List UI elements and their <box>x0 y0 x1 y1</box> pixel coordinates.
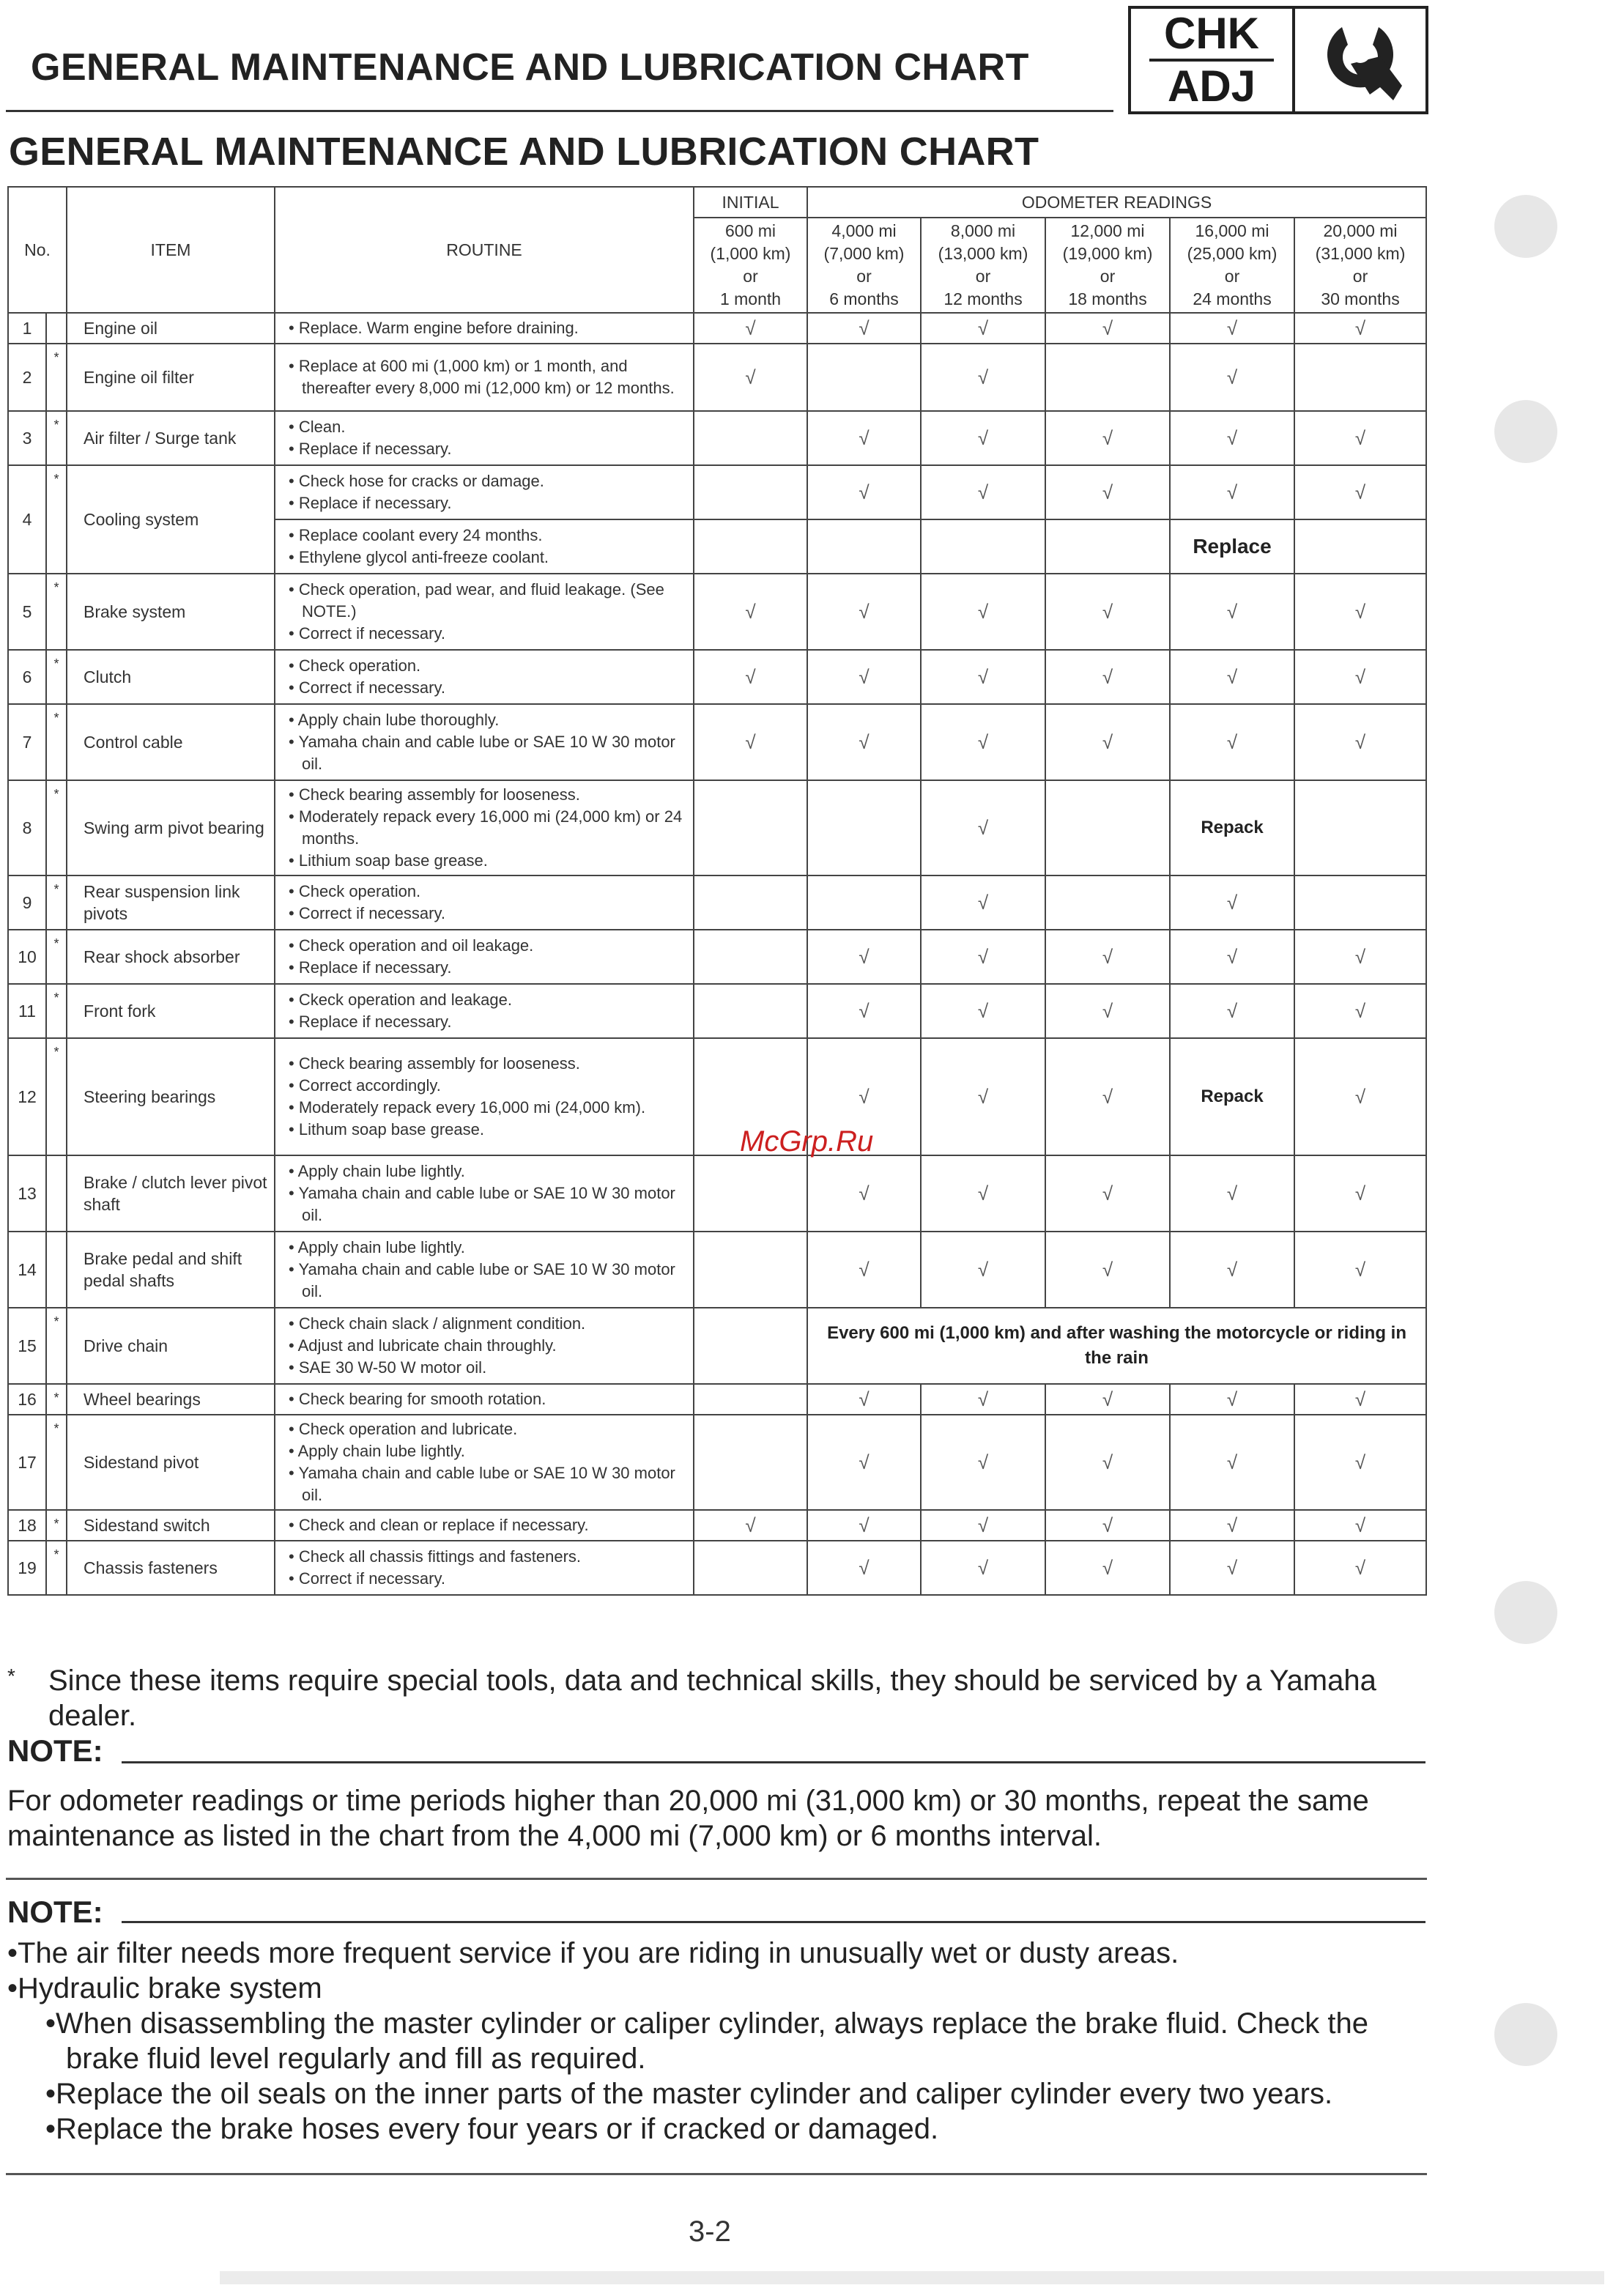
table-row <box>8 1415 1426 1510</box>
check-cell <box>694 930 807 984</box>
check-cell <box>694 984 807 1038</box>
check-cell: √ <box>1170 704 1294 780</box>
row-number: 3 <box>8 411 46 465</box>
check-cell: √ <box>921 1155 1045 1232</box>
routine: • Replace. Warm engine before draining. <box>275 313 694 344</box>
row-number: 12 <box>8 1038 46 1155</box>
interval-header: 16,000 mi (25,000 km) or 24 months <box>1170 218 1294 313</box>
routine: • Check operation. • Correct if necessary. <box>275 650 694 704</box>
check-cell: √ <box>921 875 1045 930</box>
check-cell: √ <box>921 1415 1045 1510</box>
check-cell: √ <box>694 704 807 780</box>
check-cell <box>1045 875 1170 930</box>
item-name: Brake system <box>67 574 275 650</box>
row-number: 15 <box>8 1308 46 1384</box>
item-name: Sidestand switch <box>67 1510 275 1541</box>
check-cell: Repack <box>1170 780 1294 875</box>
check-cell: √ <box>1170 1510 1294 1541</box>
check-cell: √ <box>1294 313 1426 344</box>
note2-sub-master-cylinder: •When disassembling the master cylinder or caliper cylinder, always replace the brake fluid. Check the brake fluid level regularly and fill as required. <box>45 2007 1368 2075</box>
table-row <box>8 930 1426 984</box>
check-cell <box>694 465 807 519</box>
item-name: Cooling system <box>67 465 275 574</box>
binder-hole-4 <box>1494 2003 1557 2066</box>
table-row <box>8 411 1426 465</box>
check-cell: √ <box>921 1038 1045 1155</box>
dealer-star: * <box>46 650 67 704</box>
item-name: Control cable <box>67 704 275 780</box>
col-no-header: No. <box>8 187 67 313</box>
check-cell: √ <box>807 1038 921 1155</box>
dealer-star <box>46 1155 67 1232</box>
check-cell: √ <box>694 313 807 344</box>
check-cell: √ <box>807 1155 921 1232</box>
routine: • Replace at 600 mi (1,000 km) or 1 month, and thereafter every 8,000 mi (12,000 km) or 12 months. <box>275 344 694 411</box>
check-cell: √ <box>1294 704 1426 780</box>
check-cell: √ <box>807 650 921 704</box>
check-cell: √ <box>1294 1541 1426 1595</box>
footnote-text: Since these items require special tools, data and technical skills, they should be serviced by a Yamaha dealer. <box>48 1665 1376 1732</box>
check-cell: √ <box>1045 1510 1170 1541</box>
row-number: 10 <box>8 930 46 984</box>
row-number: 7 <box>8 704 46 780</box>
check-cell: √ <box>1045 465 1170 519</box>
table-row <box>8 1155 1426 1232</box>
check-cell: √ <box>1170 1384 1294 1415</box>
dealer-star: * <box>46 1510 67 1541</box>
check-cell: √ <box>1170 875 1294 930</box>
check-cell: √ <box>921 704 1045 780</box>
check-cell: √ <box>807 313 921 344</box>
check-cell: √ <box>1294 1510 1426 1541</box>
routine: • Check operation, pad wear, and fluid leakage. (See NOTE.) • Correct if necessary. <box>275 574 694 650</box>
check-cell <box>1294 344 1426 411</box>
check-cell: √ <box>807 1415 921 1510</box>
header-rule <box>6 110 1113 112</box>
check-cell: √ <box>1045 1038 1170 1155</box>
check-cell: √ <box>1170 650 1294 704</box>
item-name: Brake / clutch lever pivot shaft <box>67 1155 275 1232</box>
check-cell: √ <box>1170 465 1294 519</box>
check-cell: √ <box>1045 1155 1170 1232</box>
check-cell: √ <box>921 650 1045 704</box>
item-name: Steering bearings <box>67 1038 275 1155</box>
routine: • Check all chassis fittings and fasteners. • Correct if necessary. <box>275 1541 694 1595</box>
table-row <box>8 780 1426 875</box>
table-row <box>8 1232 1426 1308</box>
routine: • Check and clean or replace if necessary. <box>275 1510 694 1541</box>
watermark: McGrp.Ru <box>740 1125 874 1158</box>
row-number: 11 <box>8 984 46 1038</box>
col-item-header: ITEM <box>67 187 275 313</box>
note1-end-rule <box>6 1878 1427 1880</box>
item-name: Engine oil <box>67 313 275 344</box>
dealer-star: * <box>46 875 67 930</box>
table-row <box>8 984 1426 1038</box>
item-name: Rear shock absorber <box>67 930 275 984</box>
section-title: GENERAL MAINTENANCE AND LUBRICATION CHART <box>9 130 1039 174</box>
check-cell: √ <box>921 411 1045 465</box>
interval-header: 600 mi (1,000 km) or 1 month <box>694 218 807 313</box>
check-cell: √ <box>807 411 921 465</box>
check-cell <box>694 411 807 465</box>
table-row <box>8 1510 1426 1541</box>
maintenance-table <box>7 186 1427 1596</box>
dealer-star: * <box>46 704 67 780</box>
check-cell: √ <box>1045 704 1170 780</box>
routine: • Check operation and oil leakage. • Replace if necessary. <box>275 930 694 984</box>
dealer-star: * <box>46 1541 67 1595</box>
check-cell: √ <box>1170 1415 1294 1510</box>
routine: • Check operation. • Correct if necessary. <box>275 875 694 930</box>
dealer-star <box>46 1232 67 1308</box>
dealer-star: * <box>46 1415 67 1510</box>
header-row-groups <box>8 187 1426 218</box>
dealer-star: * <box>46 344 67 411</box>
interval-header: 12,000 mi (19,000 km) or 18 months <box>1045 218 1170 313</box>
item-name: Air filter / Surge tank <box>67 411 275 465</box>
check-cell <box>694 1155 807 1232</box>
interval-header: 8,000 mi (13,000 km) or 12 months <box>921 218 1045 313</box>
check-cell: √ <box>694 344 807 411</box>
table-row <box>8 1541 1426 1595</box>
table-row <box>8 704 1426 780</box>
check-cell <box>694 875 807 930</box>
table-row <box>8 313 1426 344</box>
check-cell: √ <box>1045 1232 1170 1308</box>
check-cell: √ <box>921 465 1045 519</box>
check-cell: √ <box>1170 1541 1294 1595</box>
note2-line <box>122 1921 1425 1923</box>
row-number: 13 <box>8 1155 46 1232</box>
row-number: 2 <box>8 344 46 411</box>
check-cell: √ <box>1170 574 1294 650</box>
col-routine-header: ROUTINE <box>275 187 694 313</box>
check-cell: √ <box>1170 313 1294 344</box>
item-name: Rear suspension link pivots <box>67 875 275 930</box>
check-cell: √ <box>1045 650 1170 704</box>
empty-cell <box>1045 519 1170 574</box>
header-title: GENERAL MAINTENANCE AND LUBRICATION CHART <box>31 46 1029 89</box>
check-cell: √ <box>1170 1232 1294 1308</box>
check-cell: √ <box>1170 984 1294 1038</box>
dealer-star: * <box>46 984 67 1038</box>
binder-hole-2 <box>1494 400 1557 463</box>
binder-hole-3 <box>1494 1581 1557 1644</box>
scan-edge-strip <box>220 2271 1604 2284</box>
check-cell: √ <box>1294 411 1426 465</box>
check-cell <box>1294 875 1426 930</box>
check-cell <box>1045 344 1170 411</box>
check-cell: √ <box>921 1510 1045 1541</box>
dealer-star: * <box>46 574 67 650</box>
check-cell <box>694 1232 807 1308</box>
check-cell: √ <box>1045 1541 1170 1595</box>
note2-bullets <box>7 1936 1432 2147</box>
check-cell: √ <box>921 930 1045 984</box>
routine: • Check bearing assembly for looseness. • Correct accordingly. • Moderately repack every 16,000 mi (24,000 km). • Lithum soap base grease. <box>275 1038 694 1155</box>
routine: • Check bearing for smooth rotation. <box>275 1384 694 1415</box>
routine: • Apply chain lube lightly. • Yamaha chain and cable lube or SAE 10 W 30 motor oil. <box>275 1232 694 1308</box>
badge-top: CHK <box>1164 9 1259 58</box>
check-cell: √ <box>1294 650 1426 704</box>
item-name: Brake pedal and shift pedal shafts <box>67 1232 275 1308</box>
routine: • Clean. • Replace if necessary. <box>275 411 694 465</box>
check-cell <box>1294 780 1426 875</box>
table-row <box>8 574 1426 650</box>
check-cell: √ <box>807 1510 921 1541</box>
wrench-socket-icon <box>1295 9 1425 111</box>
dealer-star: * <box>46 930 67 984</box>
check-cell: √ <box>1170 411 1294 465</box>
check-cell: √ <box>1045 1415 1170 1510</box>
check-cell: √ <box>1045 984 1170 1038</box>
check-cell: √ <box>1294 465 1426 519</box>
check-cell <box>807 875 921 930</box>
item-name: Chassis fasteners <box>67 1541 275 1595</box>
table-row <box>8 650 1426 704</box>
check-cell: √ <box>807 574 921 650</box>
check-cell <box>694 1384 807 1415</box>
note2-sub-hoses: •Replace the brake hoses every four years or if cracked or damaged. <box>45 2113 939 2145</box>
row-number: 6 <box>8 650 46 704</box>
check-cell: √ <box>921 313 1045 344</box>
badge-bottom: ADJ <box>1167 62 1256 111</box>
check-cell: √ <box>807 465 921 519</box>
drive-chain-interval: Every 600 mi (1,000 km) and after washing the motorcycle or riding in the rain <box>807 1308 1426 1384</box>
footnote-star: * <box>7 1665 15 1687</box>
check-cell: √ <box>807 930 921 984</box>
check-cell: √ <box>694 650 807 704</box>
interval-header: 20,000 mi (31,000 km) or 30 months <box>1294 218 1426 313</box>
row-number: 17 <box>8 1415 46 1510</box>
check-cell <box>807 780 921 875</box>
item-name: Drive chain <box>67 1308 275 1384</box>
col-odometer-header: ODOMETER READINGS <box>807 187 1426 218</box>
check-cell: √ <box>807 1541 921 1595</box>
check-cell: √ <box>1294 574 1426 650</box>
routine: • Ckeck operation and leakage. • Replace if necessary. <box>275 984 694 1038</box>
item-name: Clutch <box>67 650 275 704</box>
table-row <box>8 1384 1426 1415</box>
check-cell: √ <box>1294 1384 1426 1415</box>
check-cell: √ <box>1045 313 1170 344</box>
note2-bullet-air-filter: •The air filter needs more frequent service if you are riding in unusually wet or dusty areas. <box>7 1937 1179 1969</box>
page-number: 3-2 <box>689 2215 731 2248</box>
item-name: Front fork <box>67 984 275 1038</box>
row-number: 14 <box>8 1232 46 1308</box>
check-cell <box>694 780 807 875</box>
check-cell: √ <box>1045 1384 1170 1415</box>
item-name: Wheel bearings <box>67 1384 275 1415</box>
check-cell <box>694 1541 807 1595</box>
col-initial-header: INITIAL <box>694 187 807 218</box>
check-cell: √ <box>921 1232 1045 1308</box>
chk-adj-badge <box>1128 6 1428 114</box>
routine: • Check hose for cracks or damage. • Replace if necessary. <box>275 465 694 519</box>
binder-hole-1 <box>1494 195 1557 258</box>
row-number: 18 <box>8 1510 46 1541</box>
empty-cell <box>694 519 807 574</box>
empty-cell <box>921 519 1045 574</box>
check-cell: √ <box>694 1510 807 1541</box>
check-cell: √ <box>1170 930 1294 984</box>
check-cell: √ <box>921 1541 1045 1595</box>
replace-cell: Replace <box>1170 519 1294 574</box>
item-name: Swing arm pivot bearing <box>67 780 275 875</box>
table-row <box>8 344 1426 411</box>
check-cell: √ <box>1045 411 1170 465</box>
check-cell: √ <box>1294 1038 1426 1155</box>
check-cell <box>807 344 921 411</box>
dealer-star: * <box>46 465 67 574</box>
item-name: Sidestand pivot <box>67 1415 275 1510</box>
check-cell: √ <box>921 344 1045 411</box>
item-name: Engine oil filter <box>67 344 275 411</box>
check-cell: √ <box>1045 574 1170 650</box>
check-cell: √ <box>1294 984 1426 1038</box>
footnote <box>7 1663 1428 1733</box>
empty-cell <box>1294 519 1426 574</box>
table-row <box>8 465 1426 519</box>
table-row <box>8 875 1426 930</box>
note1-heading: NOTE: <box>7 1733 103 1768</box>
dealer-star: * <box>46 780 67 875</box>
routine: • Check operation and lubricate. • Apply chain lube lightly. • Yamaha chain and cable lube or SAE 10 W 30 motor oil. <box>275 1415 694 1510</box>
row-number: 16 <box>8 1384 46 1415</box>
initial-cell <box>694 1308 807 1384</box>
check-cell: √ <box>1294 1415 1426 1510</box>
check-cell <box>1045 780 1170 875</box>
check-cell: √ <box>921 574 1045 650</box>
check-cell: √ <box>921 984 1045 1038</box>
check-cell: √ <box>921 1384 1045 1415</box>
check-cell: √ <box>1170 344 1294 411</box>
check-cell: √ <box>921 780 1045 875</box>
dealer-star: * <box>46 411 67 465</box>
check-cell: Repack <box>1170 1038 1294 1155</box>
check-cell: √ <box>1170 1155 1294 1232</box>
check-cell: √ <box>1294 930 1426 984</box>
routine: • Check chain slack / alignment condition. • Adjust and lubricate chain throughly. • SAE 30 W-50 W motor oil. <box>275 1308 694 1384</box>
check-cell: √ <box>1294 1232 1426 1308</box>
note2-bullet-brake: •Hydraulic brake system <box>7 1972 322 2004</box>
table-row <box>8 1308 1426 1384</box>
note1-line <box>122 1761 1425 1763</box>
empty-cell <box>807 519 921 574</box>
check-cell: √ <box>1294 1155 1426 1232</box>
table-row <box>8 1038 1426 1155</box>
check-cell: √ <box>694 574 807 650</box>
routine: • Apply chain lube lightly. • Yamaha chain and cable lube or SAE 10 W 30 motor oil. <box>275 1155 694 1232</box>
note2-end-rule <box>6 2173 1427 2175</box>
row-number: 19 <box>8 1541 46 1595</box>
row-number: 5 <box>8 574 46 650</box>
dealer-star: * <box>46 1384 67 1415</box>
routine: • Apply chain lube thoroughly. • Yamaha chain and cable lube or SAE 10 W 30 motor oil. <box>275 704 694 780</box>
interval-header: 4,000 mi (7,000 km) or 6 months <box>807 218 921 313</box>
check-cell: √ <box>807 704 921 780</box>
routine: • Check bearing assembly for looseness. • Moderately repack every 16,000 mi (24,000 km) or 24 months. • Lithium soap base grease. <box>275 780 694 875</box>
note2-sub-oil-seals: •Replace the oil seals on the inner parts of the master cylinder and caliper cylinder every two years. <box>45 2078 1333 2110</box>
row-number: 8 <box>8 780 46 875</box>
check-cell <box>694 1415 807 1510</box>
check-cell: √ <box>807 984 921 1038</box>
row-number: 9 <box>8 875 46 930</box>
dealer-star <box>46 313 67 344</box>
check-cell: √ <box>807 1232 921 1308</box>
row-number: 1 <box>8 313 46 344</box>
note2-heading: NOTE: <box>7 1895 103 1929</box>
badge-text <box>1131 9 1295 111</box>
dealer-star: * <box>46 1308 67 1384</box>
row-number: 4 <box>8 465 46 574</box>
check-cell: √ <box>807 1384 921 1415</box>
routine: • Replace coolant every 24 months. • Ethylene glycol anti-freeze coolant. <box>275 519 694 574</box>
check-cell: √ <box>1045 930 1170 984</box>
note1-text: For odometer readings or time periods higher than 20,000 mi (31,000 km) or 30 months, repeat the same maintenance as listed in the chart from the 4,000 mi (7,000 km) or 6 months interval. <box>7 1785 1369 1852</box>
dealer-star: * <box>46 1038 67 1155</box>
